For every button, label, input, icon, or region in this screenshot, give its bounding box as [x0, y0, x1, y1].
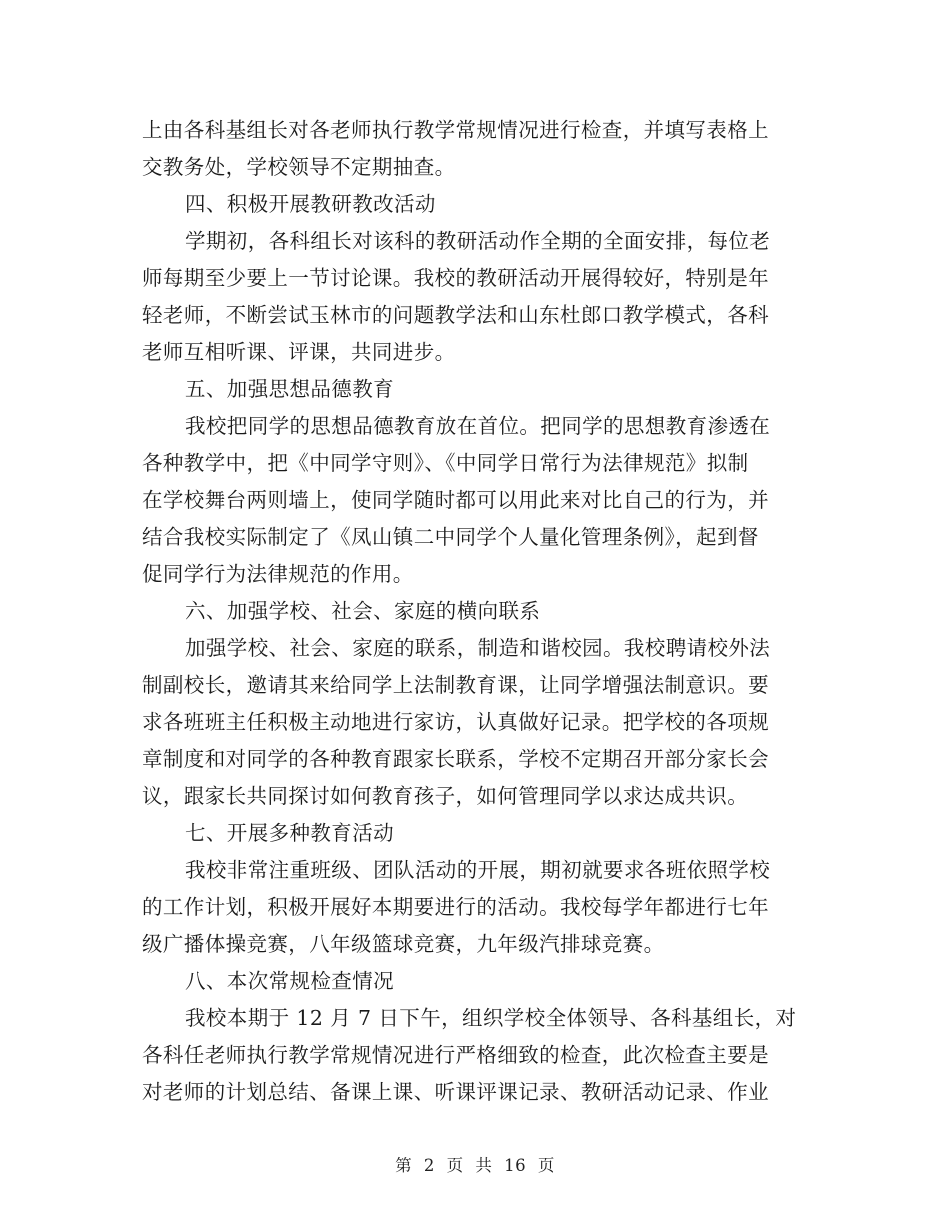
paragraph — [142, 112, 804, 186]
text-line: 交教务处，学校领导不定期抽查。 — [142, 155, 456, 179]
section-heading: 八、本次常规检查情况 — [185, 969, 394, 993]
paragraph — [142, 223, 804, 371]
text-line: 级广播体操竞赛，八年级篮球竞赛，九年级汽排球竞赛。 — [142, 932, 665, 956]
text-line: 轻老师，不断尝试玉林市的问题教学法和山东杜郎口教学模式，各科 — [142, 303, 769, 327]
footer-total-prefix: 共 — [475, 1156, 493, 1175]
paragraph — [142, 408, 804, 593]
paragraph — [142, 1000, 804, 1111]
text-line: 各种教学中，把《中同学守则》、《中同学日常行为法律规范》拟制 — [142, 451, 749, 475]
footer-suffix: 页 — [537, 1156, 555, 1175]
text-line: 学期初，各科组长对该科的教研活动作全期的全面安排，每位老 — [185, 229, 771, 253]
paragraph — [142, 630, 804, 815]
section-heading: 七、开展多种教育活动 — [185, 821, 394, 845]
section-heading: 四、积极开展教研教改活动 — [185, 192, 436, 216]
current-page-number: 2 — [423, 1156, 435, 1175]
footer-page-word: 页 — [446, 1156, 464, 1175]
section-heading: 六、加强学校、社会、家庭的横向联系 — [185, 599, 541, 623]
total-pages-number: 16 — [504, 1156, 527, 1175]
document-body — [142, 112, 804, 1111]
text-line: 制副校长，邀请其来给同学上法制教育课，让同学增强法制意识。要 — [142, 673, 769, 697]
text-line: 结合我校实际制定了《凤山镇二中同学个人量化管理条例》，起到督 — [142, 525, 759, 549]
text-line: 议，跟家长共同探讨如何教育孩子，如何管理同学以求达成共识。 — [142, 784, 749, 808]
section-heading: 五、加强思想品德教育 — [185, 377, 394, 401]
text-line: 的工作计划，积极开展好本期要进行的活动。我校每学年都进行七年 — [142, 895, 769, 919]
text-line: 我校本期于 12 月 7 日下午，组织学校全体领导、各科基组长，对 — [185, 1006, 797, 1030]
text-line: 老师互相听课、评课，共同进步。 — [142, 340, 456, 364]
page-footer — [0, 1152, 950, 1176]
text-line: 章制度和对同学的各种教育跟家长联系，学校不定期召开部分家长会 — [142, 747, 769, 771]
text-line: 求各班班主任积极主动地进行家访，认真做好记录。把学校的各项规 — [142, 710, 769, 734]
text-line: 各科任老师执行教学常规情况进行严格细致的检查，此次检查主要是 — [142, 1043, 769, 1067]
text-line: 上由各科基组长对各老师执行教学常规情况进行检查，并填写表格上 — [142, 118, 769, 142]
text-line: 在学校舞台两则墙上，使同学随时都可以用此来对比自己的行为，并 — [142, 488, 769, 512]
text-line: 对老师的计划总结、备课上课、听课评课记录、教研活动记录、作业 — [142, 1080, 769, 1104]
footer-prefix: 第 — [395, 1156, 413, 1175]
text-line: 促同学行为法律规范的作用。 — [142, 562, 414, 586]
text-line: 我校把同学的思想品德教育放在首位。把同学的思想教育渗透在 — [185, 414, 771, 438]
paragraph — [142, 852, 804, 963]
text-line: 加强学校、社会、家庭的联系，制造和谐校园。我校聘请校外法 — [185, 636, 771, 660]
text-line: 我校非常注重班级、团队活动的开展，期初就要求各班依照学校 — [185, 858, 771, 882]
text-line: 师每期至少要上一节讨论课。我校的教研活动开展得较好，特别是年 — [142, 266, 769, 290]
